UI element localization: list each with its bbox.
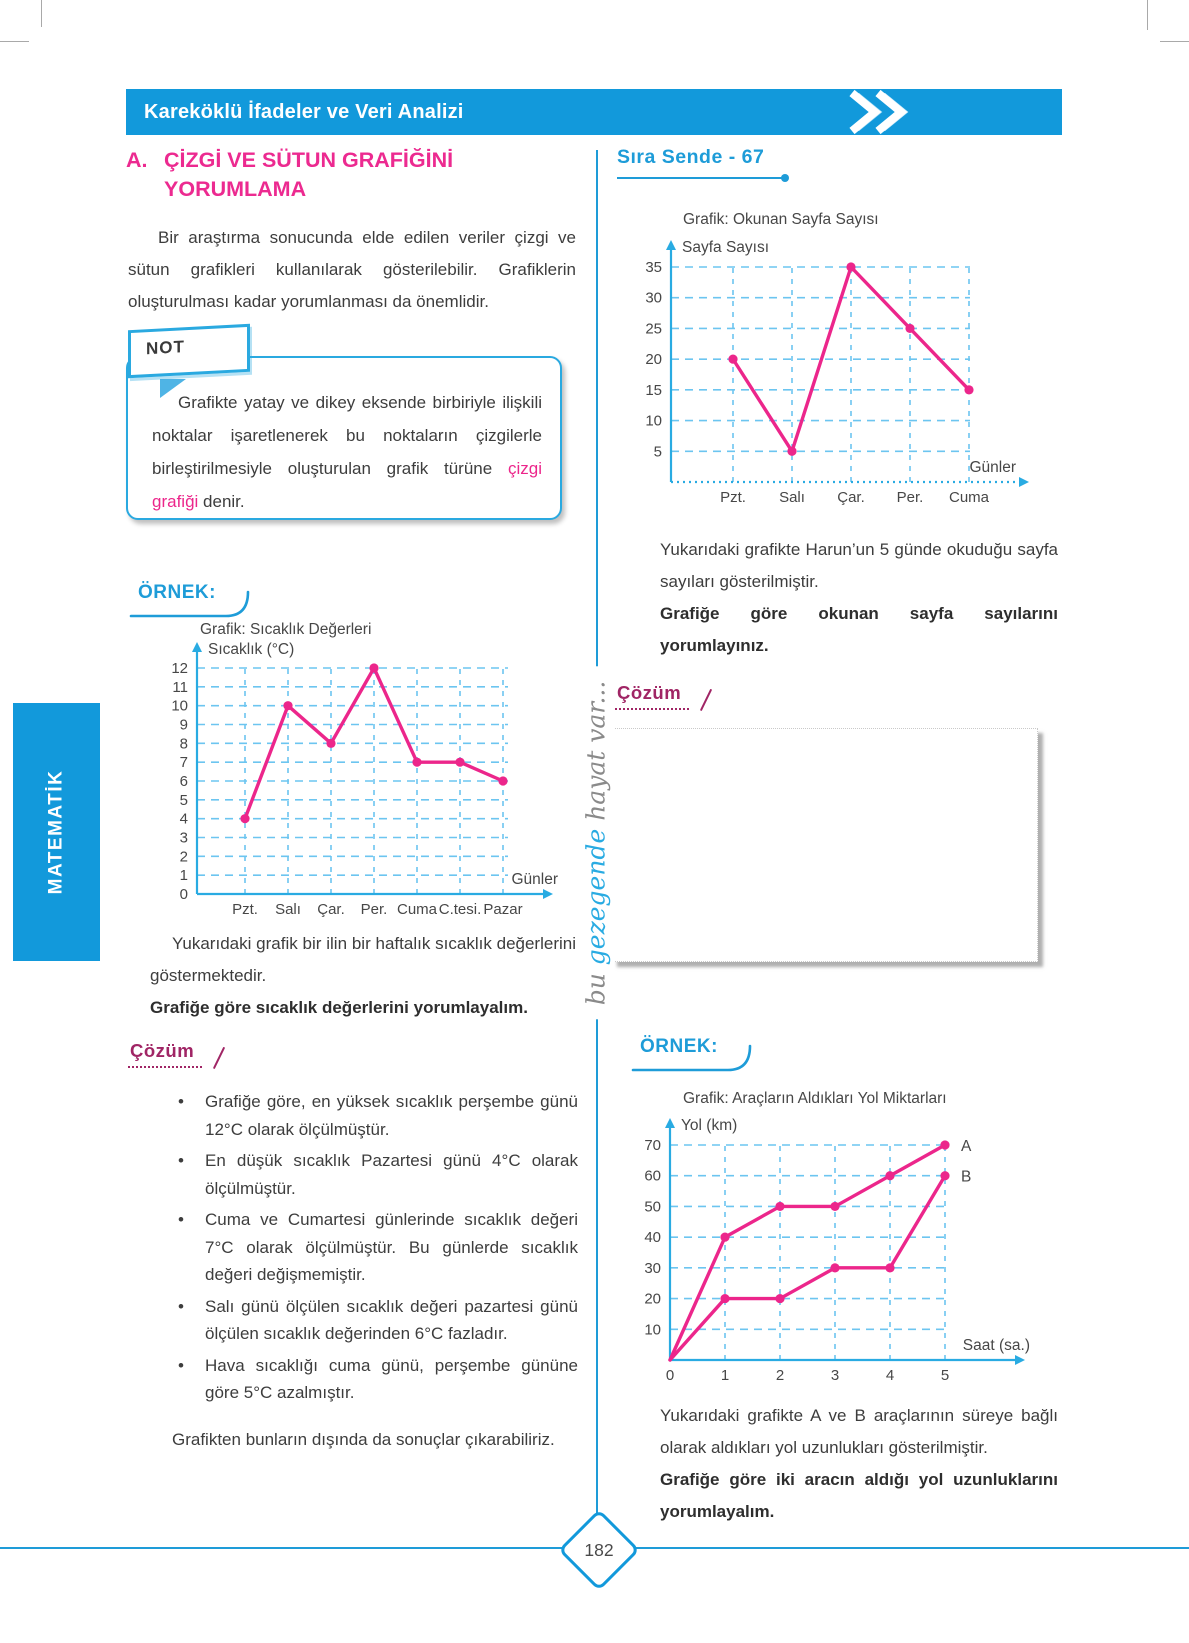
section-title: ÇİZGİ VE SÜTUN GRAFİĞİNİ YORUMLAMA — [164, 148, 454, 201]
x-tick-label: Per. — [896, 489, 924, 506]
bullet-item: • En düşük sıcaklık Pazartesi günü 4°C olarak ölçülmüştür. — [150, 1147, 578, 1202]
y-tick-label: 5 — [653, 443, 662, 461]
solution-slash-icon — [213, 1047, 226, 1070]
note-flag-fold — [160, 379, 186, 398]
y-tick-label: 10 — [645, 412, 662, 430]
section-heading — [126, 146, 453, 204]
solution-bullets — [150, 1088, 578, 1411]
y-tick-label: 11 — [172, 678, 188, 696]
y-tick-label: 15 — [645, 381, 662, 399]
chart-description: Yukarıdaki grafik bir ilin bir haftalık sıcaklık değerlerini göstermektedir. — [150, 934, 576, 985]
distance-chart — [630, 1080, 1080, 1400]
y-tick-label: 10 — [644, 1321, 661, 1339]
closing-text: Grafikten bunların dışında da sonuçlar çıkarabiliriz. — [172, 1430, 555, 1449]
bullet-item: • Salı günü ölçülen sıcaklık değeri pazartesi günü ölçülen sıcaklık değerinden 6°C fazladır. — [150, 1293, 578, 1348]
x-tick-label: Per. — [360, 901, 388, 918]
x-tick-label: 5 — [940, 1367, 950, 1384]
chart-prompt: Grafiğe göre okunan sayfa sayılarını yorumlayınız. — [660, 604, 1058, 655]
y-tick-label: 50 — [644, 1198, 661, 1216]
crop-mark — [0, 41, 29, 42]
example-label: ÖRNEK: — [630, 1030, 762, 1074]
y-axis-arrow — [666, 240, 676, 250]
chevron-right-icon — [844, 89, 954, 135]
bullet-item: • Grafiğe göre, en yüksek sıcaklık perşembe günü 12°C olarak ölçülmüştür. — [150, 1088, 578, 1143]
x-tick-label: 0 — [665, 1367, 675, 1384]
data-point — [240, 814, 249, 823]
crop-mark — [1160, 41, 1189, 42]
data-point — [787, 447, 796, 456]
data-point — [775, 1202, 784, 1211]
data-point — [775, 1294, 784, 1303]
y-axis-label: Yol (km) — [681, 1117, 738, 1134]
bullet-item: • Hava sıcaklığı cuma günü, perşembe gününe göre 5°C azalmıştır. — [150, 1352, 578, 1407]
temperature-chart — [150, 612, 580, 927]
x-tick-label: Pzt. — [720, 489, 746, 506]
x-tick-label: Salı — [275, 901, 301, 918]
data-point — [885, 1263, 894, 1272]
y-tick-label: 35 — [645, 259, 662, 276]
crop-mark — [41, 0, 42, 27]
x-tick-label: Pazar — [483, 901, 523, 918]
note-text: Grafikte yatay ve dikey eksende birbiriyle ilişkili noktalar işaretlenerek bu noktaların çizgilerle birleştirilmesiyle oluşturulan grafik türüne çizgi grafiği denir. — [152, 393, 542, 511]
x-tick-label: Çar. — [317, 901, 345, 918]
column-divider — [596, 992, 598, 1521]
data-point — [830, 1202, 839, 1211]
y-tick-label: 9 — [179, 716, 188, 734]
data-point — [940, 1140, 949, 1149]
x-tick-label: Salı — [779, 489, 805, 506]
activity-label: Sıra Sende - 67 — [617, 146, 785, 179]
solution-answer-box — [612, 728, 1038, 962]
y-axis-arrow — [192, 642, 202, 652]
section-letter: A. — [126, 148, 148, 172]
x-tick-label: 1 — [720, 1367, 730, 1384]
data-point — [412, 758, 421, 767]
note-label: NOT — [146, 337, 185, 359]
x-axis-label: Günler — [511, 871, 558, 888]
y-tick-label: 10 — [171, 697, 188, 715]
sidebar-tab-matematik — [13, 703, 100, 961]
dot-icon — [781, 174, 789, 182]
y-tick-label: 5 — [179, 791, 188, 809]
x-axis-arrow — [543, 889, 553, 899]
chart-prompt: Grafiğe göre sıcaklık değerlerini yorumlayalım. — [150, 998, 528, 1017]
x-tick-label: 3 — [830, 1367, 840, 1384]
note-highlight: çizgi grafiği — [152, 459, 542, 511]
data-point — [720, 1233, 729, 1242]
y-tick-label: 6 — [179, 773, 188, 790]
x-tick-label: 2 — [775, 1367, 785, 1384]
x-tick-label: Cuma — [396, 901, 438, 918]
y-tick-label: 40 — [644, 1229, 661, 1247]
series-end-label: A — [961, 1138, 972, 1155]
y-axis-label: Sayfa Sayısı — [682, 239, 770, 256]
data-point — [940, 1171, 949, 1180]
data-point — [885, 1171, 894, 1180]
data-point — [326, 739, 335, 748]
y-tick-label: 0 — [179, 886, 188, 903]
intro-paragraph: Bir araştırma sonucunda elde edilen veriler çizgi ve sütun grafikleri kullanılarak gösterilebilir. Grafiklerin oluşturulması kadar yorumlanması da önemlidir. — [128, 228, 576, 311]
column-divider — [596, 150, 598, 692]
y-tick-label: 30 — [644, 1259, 661, 1277]
vertical-handwriting-note: bu gezegende hayat var... — [578, 667, 615, 1020]
y-tick-label: 60 — [644, 1167, 661, 1185]
example-label: ÖRNEK: — [128, 576, 260, 620]
y-tick-label: 2 — [179, 848, 188, 866]
y-tick-label: 8 — [179, 735, 188, 753]
y-tick-label: 25 — [645, 320, 662, 338]
y-tick-label: 1 — [179, 867, 188, 885]
chapter-header-bar — [126, 89, 1062, 135]
chart-title: Grafik: Okunan Sayfa Sayısı — [683, 211, 879, 228]
x-tick-label: Pzt. — [232, 901, 258, 918]
data-line — [670, 1145, 945, 1360]
x-tick-label: Çar. — [837, 489, 865, 506]
y-tick-label: 12 — [171, 660, 188, 677]
solution-label: Çözüm — [128, 1040, 202, 1068]
y-axis-label: Sıcaklık (°C) — [208, 641, 295, 658]
pages-read-chart — [630, 200, 1060, 510]
chart-title: Grafik: Araçların Aldıkları Yol Miktarları — [683, 1090, 947, 1107]
x-axis-arrow — [1019, 477, 1029, 487]
solution-slash-icon — [700, 689, 713, 712]
page-number: 182 — [584, 1539, 614, 1560]
y-tick-label: 4 — [179, 810, 188, 828]
series-end-label: B — [961, 1168, 972, 1186]
solution-label: Çözüm — [615, 682, 689, 710]
x-axis-label: Günler — [969, 459, 1016, 476]
data-point — [905, 324, 914, 333]
activity-underline — [617, 177, 785, 179]
page-number-badge — [558, 1509, 640, 1591]
data-point — [728, 355, 737, 364]
chart-description: Yukarıdaki grafikte Harun’un 5 günde okuduğu sayfa sayıları gösterilmiştir. — [660, 540, 1058, 591]
data-point — [720, 1294, 729, 1303]
data-point — [498, 776, 507, 785]
chart-prompt: Grafiğe göre iki aracın aldığı yol uzunluklarını yorumlayalım. — [660, 1470, 1058, 1521]
sidebar-label: MATEMATİK — [45, 769, 67, 895]
y-tick-label: 30 — [645, 289, 662, 307]
bullet-item: • Cuma ve Cumartesi günlerinde sıcaklık değeri 7°C olarak ölçülmüştür. Bu günlerde sıcaklık değeri değişmemiştir. — [150, 1206, 578, 1289]
note-flag — [128, 324, 250, 378]
data-point — [830, 1263, 839, 1272]
x-axis-arrow — [1015, 1355, 1025, 1365]
x-tick-label: Cuma — [948, 489, 990, 506]
data-point — [846, 262, 855, 271]
crop-mark — [1147, 0, 1148, 30]
data-point — [964, 385, 973, 394]
x-axis-label: Saat (sa.) — [962, 1337, 1030, 1354]
x-tick-label: 4 — [885, 1367, 895, 1384]
y-tick-label: 3 — [179, 829, 188, 847]
y-axis-arrow — [665, 1118, 675, 1128]
chart-title: Grafik: Sıcaklık Değerleri — [200, 621, 372, 638]
y-tick-label: 70 — [644, 1137, 661, 1154]
y-tick-label: 20 — [644, 1290, 661, 1308]
data-point — [455, 758, 464, 767]
note-box — [126, 356, 562, 520]
chart-description: Yukarıdaki grafikte A ve B araçlarının süreye bağlı olarak aldıkları yol uzunlukları gösterilmiştir. — [660, 1406, 1058, 1457]
x-tick-label: C.tesi. — [438, 901, 482, 918]
data-point — [283, 701, 292, 710]
y-tick-label: 7 — [179, 754, 188, 772]
data-point — [369, 663, 378, 672]
y-tick-label: 20 — [645, 351, 662, 369]
chapter-title: Kareköklü İfadeler ve Veri Analizi — [144, 101, 464, 123]
